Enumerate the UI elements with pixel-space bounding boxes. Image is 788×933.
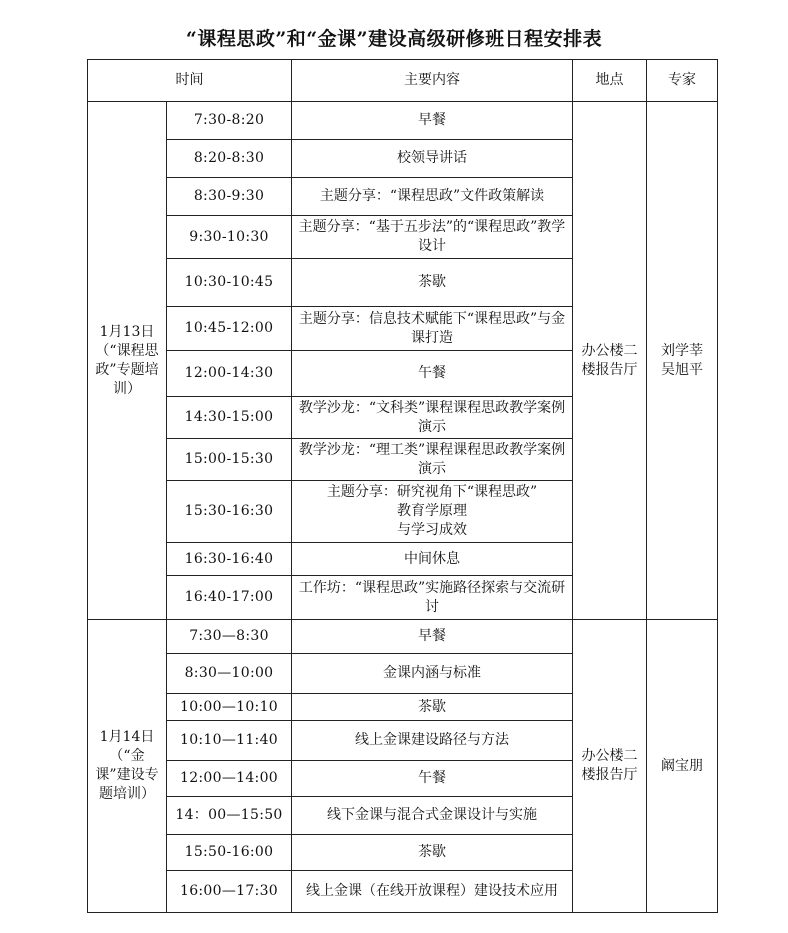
day1-date: 1月13日（“课程思政”专题培训） <box>88 102 167 620</box>
expert-name: 吴旭平 <box>661 361 703 378</box>
content-cell: 午餐 <box>292 761 573 797</box>
header-content: 主要内容 <box>292 60 573 102</box>
content-cell: 茶歇 <box>292 835 573 871</box>
content-cell: 线下金课与混合式金课设计与实施 <box>292 797 573 835</box>
day1-location: 办公楼二楼报告厅 <box>573 102 647 620</box>
content-cell: 茶歇 <box>292 694 573 721</box>
content-cell: 工作坊：“课程思政”实施路径探索与交流研讨 <box>292 576 573 620</box>
content-line: 主题分享：研究视角下“课程思政” <box>326 484 538 500</box>
content-cell: 金课内涵与标准 <box>292 654 573 694</box>
content-cell: 中间休息 <box>292 543 573 576</box>
content-cell: 午餐 <box>292 351 573 397</box>
time-cell: 14:30-15:00 <box>167 397 292 439</box>
schedule-table <box>87 59 718 913</box>
time-cell: 7:30-8:20 <box>167 102 292 140</box>
content-cell: 线上金课建设路径与方法 <box>292 721 573 761</box>
day1-experts <box>647 102 718 620</box>
time-cell: 10:10—11:40 <box>167 721 292 761</box>
time-cell: 8:30-9:30 <box>167 178 292 216</box>
content-cell: 茶歇 <box>292 259 573 307</box>
time-cell: 12:00-14:30 <box>167 351 292 397</box>
day2-date: 1月14日（“金课”建设专题培训） <box>88 620 167 913</box>
day2-location: 办公楼二楼报告厅 <box>573 620 647 913</box>
content-cell: 早餐 <box>292 102 573 140</box>
expert-name: 刘学莘 <box>661 342 703 359</box>
time-cell: 15:50-16:00 <box>167 835 292 871</box>
table-row <box>88 620 718 654</box>
time-cell: 9:30-10:30 <box>167 216 292 259</box>
time-cell: 8:20-8:30 <box>167 140 292 178</box>
header-time: 时间 <box>88 60 292 102</box>
content-cell: 主题分享：“基于五步法”的“课程思政”教学设计 <box>292 216 573 259</box>
day2-expert: 阚宝朋 <box>647 620 718 913</box>
header-location: 地点 <box>573 60 647 102</box>
time-cell: 16:00—17:30 <box>167 871 292 913</box>
content-cell: 教学沙龙：“理工类”课程课程思政教学案例演示 <box>292 439 573 481</box>
content-cell: 教学沙龙：“文科类”课程课程思政教学案例演示 <box>292 397 573 439</box>
content-cell: 早餐 <box>292 620 573 654</box>
time-cell: 8:30—10:00 <box>167 654 292 694</box>
header-row <box>88 60 718 102</box>
content-cell <box>292 481 573 543</box>
time-cell: 12:00—14:00 <box>167 761 292 797</box>
content-line: 教育学原理 <box>397 503 467 519</box>
time-cell: 10:45-12:00 <box>167 307 292 351</box>
content-cell: 线上金课（在线开放课程）建设技术应用 <box>292 871 573 913</box>
time-cell: 10:30-10:45 <box>167 259 292 307</box>
page-title: “课程思政”和“金课”建设高级研修班日程安排表 <box>185 28 603 50</box>
time-cell: 7:30—8:30 <box>167 620 292 654</box>
content-line: 与学习成效 <box>397 522 467 538</box>
time-cell: 10:00—10:10 <box>167 694 292 721</box>
table-row <box>88 102 718 140</box>
time-cell: 15:00-15:30 <box>167 439 292 481</box>
content-cell: 主题分享：“课程思政”文件政策解读 <box>292 178 573 216</box>
time-cell: 14：00—15:50 <box>167 797 292 835</box>
time-cell: 15:30-16:30 <box>167 481 292 543</box>
time-cell: 16:30-16:40 <box>167 543 292 576</box>
time-cell: 16:40-17:00 <box>167 576 292 620</box>
content-cell: 主题分享：信息技术赋能下“课程思政”与金课打造 <box>292 307 573 351</box>
header-expert: 专家 <box>647 60 718 102</box>
content-cell: 校领导讲话 <box>292 140 573 178</box>
